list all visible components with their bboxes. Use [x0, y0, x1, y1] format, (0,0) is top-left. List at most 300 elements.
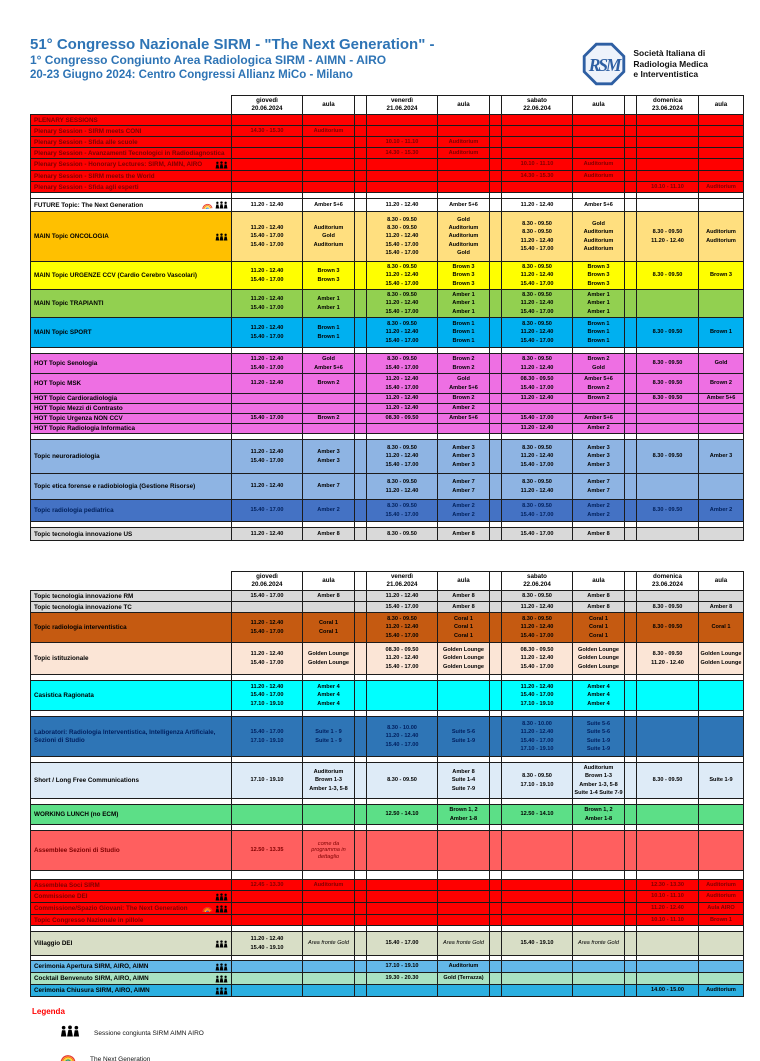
time-cell — [502, 973, 573, 985]
separator-cell — [625, 394, 637, 404]
separator-cell — [355, 440, 367, 474]
separator-cell — [490, 961, 502, 973]
schedule-row — [30, 148, 760, 159]
time-cell: 8.30 - 09.50 17.10 - 19.10 — [502, 763, 573, 799]
separator-cell — [490, 318, 502, 348]
aula-cell: Brown 1, 2 Amber 1-8 — [573, 805, 625, 825]
time-cell — [367, 159, 438, 171]
separator-cell — [625, 115, 637, 126]
row-label: MAIN Topic URGENZE CCV (Cardio Cerebro Vascolari) — [30, 262, 232, 290]
schedule-row — [30, 903, 760, 915]
row-label: HOT Topic Mezzi di Contrasto — [30, 404, 232, 414]
row-label: PLENARY SESSIONS — [30, 115, 232, 126]
time-cell: 8.30 - 09.50 11.20 - 12.40 15.40 - 17.00 — [367, 290, 438, 318]
aula-cell: Amber 5+6 Brown 2 — [573, 374, 625, 394]
separator-cell — [490, 763, 502, 799]
aula-cell — [699, 424, 744, 434]
separator-cell — [490, 171, 502, 182]
time-cell: 8.30 - 09.50 11.20 - 12.40 15.40 - 17.00 — [367, 613, 438, 643]
time-cell: 8.30 - 09.50 — [637, 440, 699, 474]
separator-cell — [625, 137, 637, 148]
separator-cell — [490, 717, 502, 757]
separator-cell — [355, 354, 367, 374]
time-cell: 15.40 - 17.00 — [367, 932, 438, 956]
separator-cell — [355, 763, 367, 799]
aula-cell — [573, 915, 625, 926]
aula-cell — [438, 159, 490, 171]
time-cell — [637, 961, 699, 973]
separator-cell — [355, 290, 367, 318]
time-cell: 8.30 - 09.50 — [637, 394, 699, 404]
aula-cell — [699, 681, 744, 711]
separator-cell — [355, 528, 367, 541]
time-cell: 8.30 - 09.50 — [637, 500, 699, 522]
row-label: Plenary Session - Sfida alle scuole — [30, 137, 232, 148]
aula-cell — [303, 182, 355, 193]
time-cell: 14.30 - 15.30 — [502, 171, 573, 182]
schedule-row — [30, 880, 760, 891]
separator-cell — [355, 159, 367, 171]
separator-cell — [355, 500, 367, 522]
schedule-row — [30, 474, 760, 500]
sirm-logo — [582, 42, 708, 86]
separator-cell — [625, 973, 637, 985]
aula-cell: Amber 2 — [303, 500, 355, 522]
aula-cell — [699, 126, 744, 137]
aula-cell — [303, 602, 355, 613]
time-cell — [367, 915, 438, 926]
schedule-row — [30, 591, 760, 602]
schedule-row — [30, 182, 760, 193]
aula-header-cell: aula — [303, 95, 355, 115]
time-cell: 08.30 - 09.50 11.20 - 12.40 15.40 - 17.00 — [367, 643, 438, 675]
time-cell — [637, 681, 699, 711]
aula-cell: Amber 8 — [573, 528, 625, 541]
time-cell: 11.20 - 12.40 15.40 - 17.00 — [232, 262, 303, 290]
separator-cell — [490, 613, 502, 643]
aula-cell — [699, 115, 744, 126]
row-label: WORKING LUNCH (no ECM) — [30, 805, 232, 825]
separator-cell — [355, 404, 367, 414]
time-cell: 8.30 - 09.50 — [637, 763, 699, 799]
table-header-row — [30, 95, 760, 115]
aula-cell: Amber 8 — [438, 591, 490, 602]
aula-cell: Amber 2 — [438, 404, 490, 414]
time-cell: 11.20 - 12.40 15.40 - 17.00 — [232, 643, 303, 675]
aula-cell: Amber 8 — [438, 528, 490, 541]
time-cell: 11.20 - 12.40 — [367, 591, 438, 602]
schedule-row — [30, 891, 760, 903]
time-cell: 08.30 - 09.50 11.20 - 12.40 15.40 - 17.00 — [502, 643, 573, 675]
time-cell — [637, 932, 699, 956]
aula-cell — [303, 394, 355, 404]
aula-cell — [699, 414, 744, 424]
time-cell: 8.30 - 09.50 11.20 - 12.40 — [502, 354, 573, 374]
separator-cell — [625, 961, 637, 973]
row-label: Plenary Session - Honorary Lectures: SIRM, AIMN, AIRO — [30, 159, 232, 171]
aula-cell: Gold — [699, 354, 744, 374]
time-cell: 11.20 - 12.40 — [232, 199, 303, 212]
time-cell: 14.30 - 15.30 — [367, 148, 438, 159]
time-cell: 14.00 - 15.00 — [637, 985, 699, 997]
page-title: 51° Congresso Nazionale SIRM - "The Next Generation" - — [30, 36, 435, 53]
schedule-row — [30, 932, 760, 956]
separator-cell — [490, 643, 502, 675]
aula-header-cell: aula — [303, 571, 355, 591]
time-cell — [232, 159, 303, 171]
separator-cell — [355, 199, 367, 212]
legend-title: Legenda — [32, 1007, 65, 1016]
people-icon — [215, 940, 228, 948]
time-cell: 11.20 - 12.40 — [232, 528, 303, 541]
separator-cell — [625, 613, 637, 643]
separator-cell — [355, 973, 367, 985]
aula-cell: Amber 5+6 — [303, 199, 355, 212]
aula-header-cell: aula — [699, 95, 744, 115]
time-cell — [637, 148, 699, 159]
aula-cell — [438, 681, 490, 711]
aula-cell — [699, 973, 744, 985]
separator-cell — [490, 880, 502, 891]
aula-cell: Auditorium — [303, 880, 355, 891]
row-label: Assemblee Sezioni di Studio — [30, 831, 232, 871]
time-cell: 8.30 - 09.50 11.20 - 12.40 15.40 - 17.00 — [502, 318, 573, 348]
time-cell: 12.50 - 14.10 — [367, 805, 438, 825]
separator-cell — [490, 591, 502, 602]
separator-cell — [490, 159, 502, 171]
schedule-row — [30, 404, 760, 414]
time-cell: 15.40 - 17.00 17.10 - 19.10 — [232, 717, 303, 757]
separator-cell — [625, 126, 637, 137]
separator-cell — [625, 414, 637, 424]
aula-cell: Amber 8 — [303, 528, 355, 541]
time-cell: 17.10 - 19.10 — [232, 763, 303, 799]
separator-cell — [625, 148, 637, 159]
time-cell: 11.20 - 12.40 — [502, 199, 573, 212]
time-cell: 12.30 - 13.30 — [637, 880, 699, 891]
aula-cell: Brown 2 Gold — [573, 354, 625, 374]
day-header-cell: venerdì 21.06.2024 — [367, 571, 438, 591]
time-cell: 19.30 - 20.30 — [367, 973, 438, 985]
time-cell — [637, 290, 699, 318]
aula-cell — [699, 171, 744, 182]
time-cell: 11.20 - 12.40 15.40 - 17.00 — [232, 613, 303, 643]
aula-cell: Amber 7 — [303, 474, 355, 500]
aula-header-cell: aula — [438, 571, 490, 591]
aula-cell — [699, 148, 744, 159]
row-label: HOT Topic MSK — [30, 374, 232, 394]
schedule-row — [30, 424, 760, 434]
time-cell — [637, 831, 699, 871]
separator-cell — [625, 717, 637, 757]
aula-cell: Brown 3 Brown 3 Brown 3 — [573, 262, 625, 290]
time-cell: 11.20 - 12.40 15.40 - 17.00 15.40 - 17.00 — [232, 212, 303, 262]
aula-cell — [303, 404, 355, 414]
aula-cell: Golden Lounge Golden Lounge Golden Lounge — [438, 643, 490, 675]
aula-cell — [438, 985, 490, 997]
separator-cell — [490, 602, 502, 613]
aula-cell — [438, 182, 490, 193]
aula-cell: Gold Amber 5+6 — [438, 374, 490, 394]
aula-cell: Auditorium — [699, 891, 744, 903]
time-cell — [232, 961, 303, 973]
separator-cell — [355, 148, 367, 159]
aula-cell — [438, 115, 490, 126]
schedule-row — [30, 290, 760, 318]
aula-cell: Amber 4 Amber 4 Amber 4 — [303, 681, 355, 711]
separator-cell — [625, 199, 637, 212]
separator-cell — [355, 932, 367, 956]
row-label: Topic tecnologia innovazione TC — [30, 602, 232, 613]
separator-cell — [625, 374, 637, 394]
row-label: Topic tecnologia innovazione US — [30, 528, 232, 541]
separator-cell — [490, 500, 502, 522]
time-cell — [637, 414, 699, 424]
separator-cell — [625, 262, 637, 290]
time-cell: 11.20 - 12.40 — [232, 374, 303, 394]
schedule-row — [30, 137, 760, 148]
people-icon — [215, 905, 228, 913]
separator-cell — [355, 474, 367, 500]
time-cell: 8.30 - 09.50 11.20 - 12.40 15.40 - 17.00 — [367, 318, 438, 348]
time-cell: 11.20 - 12.40 — [502, 424, 573, 434]
aula-cell — [303, 148, 355, 159]
separator-cell — [490, 932, 502, 956]
aula-header-cell: aula — [573, 571, 625, 591]
aula-cell: Amber 8 — [303, 591, 355, 602]
time-cell: 11.20 - 12.40 15.40 - 19.10 — [232, 932, 303, 956]
schedule-row — [30, 643, 760, 675]
separator-cell — [490, 973, 502, 985]
aula-cell — [699, 159, 744, 171]
separator-cell — [355, 891, 367, 903]
aula-cell: Amber 2 — [699, 500, 744, 522]
aula-cell — [303, 805, 355, 825]
separator-cell — [490, 212, 502, 262]
separator-cell — [625, 440, 637, 474]
aula-cell: Auditorium — [438, 148, 490, 159]
row-label: HOT Topic Senologia — [30, 354, 232, 374]
time-cell: 8.30 - 09.50 11.20 - 12.40 15.40 - 17.00 — [502, 290, 573, 318]
time-cell — [232, 171, 303, 182]
aula-cell: come da programma in dettaglio — [303, 831, 355, 871]
separator-cell — [490, 262, 502, 290]
header-empty-cell — [30, 571, 232, 591]
aula-cell: Amber 1 Amber 1 — [303, 290, 355, 318]
header-separator-cell — [625, 571, 637, 591]
aula-cell: Amber 7 Amber 7 — [573, 474, 625, 500]
separator-cell — [490, 903, 502, 915]
header-separator-cell — [355, 95, 367, 115]
time-cell: 15.40 - 17.00 — [502, 528, 573, 541]
schedule-row — [30, 915, 760, 926]
schedule-row — [30, 602, 760, 613]
people-icon — [215, 987, 228, 995]
row-label: MAIN Topic ONCOLOGIA — [30, 212, 232, 262]
time-cell — [367, 171, 438, 182]
separator-cell — [490, 182, 502, 193]
time-cell — [502, 985, 573, 997]
time-cell — [232, 394, 303, 404]
aula-cell: Auditorium Gold Auditorium — [303, 212, 355, 262]
separator-cell — [625, 681, 637, 711]
aula-cell — [573, 115, 625, 126]
aula-cell: Brown 3 Brown 3 Brown 3 — [438, 262, 490, 290]
time-cell: 11.20 - 12.40 15.40 - 17.00 17.10 - 19.10 — [232, 681, 303, 711]
separator-cell — [355, 643, 367, 675]
separator-cell — [625, 591, 637, 602]
aula-cell — [303, 159, 355, 171]
separator-cell — [490, 354, 502, 374]
separator-cell — [490, 915, 502, 926]
row-label: MAIN Topic TRAPIANTI — [30, 290, 232, 318]
page-subtitle: 1° Congresso Congiunto Area Radiologica SIRM - AIMN - AIRO — [30, 53, 387, 67]
time-cell: 8.30 - 10.00 11.20 - 12.40 15.40 - 17.00 — [367, 717, 438, 757]
separator-cell — [355, 318, 367, 348]
time-cell — [502, 961, 573, 973]
header-separator-cell — [490, 571, 502, 591]
time-cell: 10.10 - 11.10 — [637, 182, 699, 193]
schedule-row — [30, 440, 760, 474]
time-cell — [502, 148, 573, 159]
row-label: HOT Topic Cardioradiologia — [30, 394, 232, 404]
aula-cell — [303, 915, 355, 926]
time-cell: 8.30 - 09.50 8.30 - 09.50 11.20 - 12.40 15.40 - 17.00 15.40 - 17.00 — [367, 212, 438, 262]
time-cell: 11.20 - 12.40 — [232, 474, 303, 500]
separator-cell — [490, 126, 502, 137]
time-cell — [637, 159, 699, 171]
aula-cell — [438, 915, 490, 926]
separator-cell — [490, 414, 502, 424]
aula-cell: Coral 1 Coral 1 Coral 1 — [438, 613, 490, 643]
row-label: Topic etica forense e radiobiologia (Gestione Risorse) — [30, 474, 232, 500]
aula-cell: Suite 5-6 Suite 1-9 — [438, 717, 490, 757]
aula-cell: Coral 1 — [699, 613, 744, 643]
separator-cell — [355, 115, 367, 126]
aula-cell: Brown 2 — [303, 374, 355, 394]
aula-cell — [699, 199, 744, 212]
day-header-cell: giovedì 20.06.2024 — [232, 571, 303, 591]
aula-cell: Amber 5+6 — [438, 414, 490, 424]
row-label: Commissione/Spazio Giovani: The Next Generation — [30, 903, 232, 915]
aula-cell: Amber 3 Amber 3 — [303, 440, 355, 474]
time-cell: 11.20 - 12.40 — [367, 199, 438, 212]
row-label: Topic radiologia interventistica — [30, 613, 232, 643]
aula-cell — [573, 891, 625, 903]
aula-cell: Gold Auditorium Auditorium Auditorium Gold — [438, 212, 490, 262]
aula-cell: Amber 5+6 — [573, 199, 625, 212]
separator-cell — [355, 424, 367, 434]
people-icon — [60, 1024, 80, 1042]
time-cell: 15.40 - 17.00 — [367, 602, 438, 613]
aula-cell — [573, 973, 625, 985]
separator-cell — [355, 831, 367, 871]
time-cell — [637, 199, 699, 212]
time-cell: 11.20 - 12.40 — [367, 404, 438, 414]
aula-cell: Brown 1, 2 Amber 1-8 — [438, 805, 490, 825]
separator-cell — [625, 171, 637, 182]
aula-cell: Auditorium Brown 1-3 Amber 1-3, 5-8 — [303, 763, 355, 799]
aula-cell — [699, 831, 744, 871]
schedule-row — [30, 394, 760, 404]
separator-cell — [355, 717, 367, 757]
time-cell: 15.40 - 17.00 — [232, 414, 303, 424]
separator-cell — [355, 985, 367, 997]
rainbow-icon — [202, 905, 213, 912]
time-cell — [232, 602, 303, 613]
time-cell: 8.30 - 09.50 — [637, 354, 699, 374]
rainbow-icon — [202, 202, 213, 209]
separator-cell — [490, 831, 502, 871]
aula-cell: Amber 5+6 — [573, 414, 625, 424]
society-name: Società Italiana di Radiologia Medica e Interventistica — [633, 48, 708, 80]
aula-cell — [573, 404, 625, 414]
separator-cell — [625, 500, 637, 522]
time-cell: 11.20 - 12.40 — [502, 394, 573, 404]
separator-cell — [490, 374, 502, 394]
time-cell: 11.20 - 12.40 15.40 - 17.00 — [232, 290, 303, 318]
time-cell — [367, 424, 438, 434]
schedule-row — [30, 613, 760, 643]
time-cell — [232, 424, 303, 434]
day-header-cell: domenica 23.06.2024 — [637, 571, 699, 591]
aula-cell: Amber 8 — [438, 602, 490, 613]
time-cell — [367, 681, 438, 711]
aula-cell: Auditorium — [438, 137, 490, 148]
time-cell — [232, 805, 303, 825]
schedule-row — [30, 528, 760, 541]
time-cell: 12.50 - 14.10 — [502, 805, 573, 825]
separator-cell — [355, 903, 367, 915]
aula-cell: Area fronte Gold — [303, 932, 355, 956]
aula-cell — [438, 424, 490, 434]
time-cell — [502, 115, 573, 126]
aula-cell: Auditorium — [699, 985, 744, 997]
legend — [32, 1007, 760, 1061]
time-cell — [367, 115, 438, 126]
aula-cell: Amber 2 Amber 2 — [573, 500, 625, 522]
aula-cell: Auditorium — [303, 126, 355, 137]
aula-cell: Auditorium Auditorium — [699, 212, 744, 262]
row-label: Cocktail Benvenuto SIRM, AIRO, AIMN — [30, 973, 232, 985]
time-cell: 8.30 - 09.50 — [637, 374, 699, 394]
separator-cell — [625, 831, 637, 871]
time-cell: 8.30 - 09.50 — [367, 528, 438, 541]
time-cell — [637, 137, 699, 148]
aula-cell: Golden Lounge Golden Lounge Golden Lounge — [573, 643, 625, 675]
time-cell: 11.20 - 12.40 15.40 - 17.00 — [232, 318, 303, 348]
time-cell: 08.30 - 09.50 15.40 - 17.00 — [502, 374, 573, 394]
separator-cell — [490, 290, 502, 318]
time-cell: 8.30 - 09.50 11.20 - 12.40 — [502, 474, 573, 500]
time-cell — [637, 973, 699, 985]
separator-cell — [355, 262, 367, 290]
aula-cell: Gold Auditorium Auditorium Auditorium — [573, 212, 625, 262]
time-cell: 11.20 - 12.40 — [637, 903, 699, 915]
schedule-row — [30, 262, 760, 290]
aula-cell: Amber 5+6 — [699, 394, 744, 404]
time-cell: 8.30 - 09.50 15.40 - 17.00 — [367, 500, 438, 522]
time-cell: 8.30 - 09.50 11.20 - 12.40 15.40 - 17.00 — [502, 440, 573, 474]
aula-cell: Aula AIRO — [699, 903, 744, 915]
time-cell — [502, 831, 573, 871]
aula-cell — [438, 126, 490, 137]
separator-cell — [625, 602, 637, 613]
aula-cell — [573, 137, 625, 148]
legend-item-next-generation: The Next Generation — [60, 1050, 760, 1061]
aula-cell — [573, 831, 625, 871]
schedule-row — [30, 763, 760, 799]
